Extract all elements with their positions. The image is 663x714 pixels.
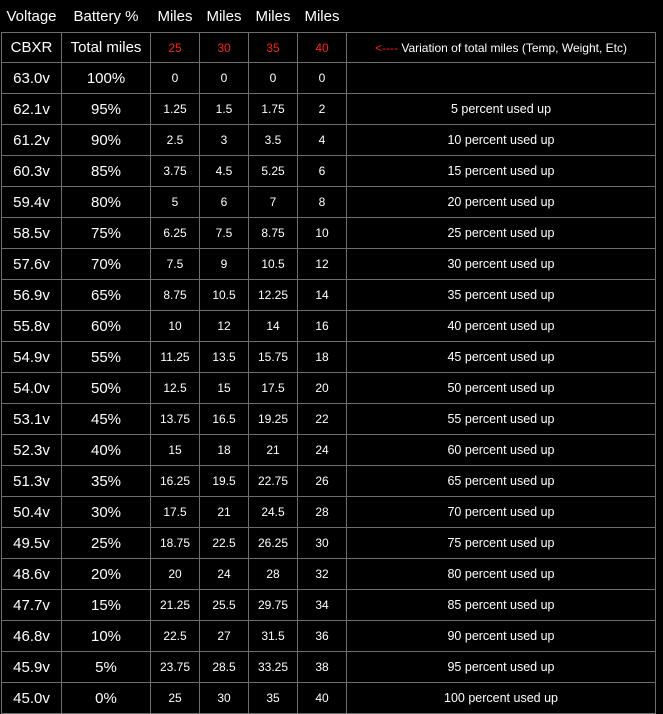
miles-30-cell: 15 (200, 373, 249, 404)
percent-used-cell: 20 percent used up (347, 187, 656, 218)
percent-used-cell: 35 percent used up (347, 280, 656, 311)
table-row (2, 528, 656, 559)
miles-35-cell: 1.75 (249, 94, 298, 125)
miles-25-cell: 22.5 (151, 621, 200, 652)
battery-percent-cell: 15% (62, 590, 151, 621)
miles-25-cell: 5 (151, 187, 200, 218)
total-miles-label: Total miles (62, 33, 151, 63)
battery-percent-cell: 85% (62, 156, 151, 187)
battery-percent-cell: 75% (62, 218, 151, 249)
miles-40-cell: 20 (298, 373, 347, 404)
miles-30-cell: 24 (200, 559, 249, 590)
miles-40-cell: 2 (298, 94, 347, 125)
percent-used-cell: 85 percent used up (347, 590, 656, 621)
miles-30-cell: 21 (200, 497, 249, 528)
miles-25-cell: 2.5 (151, 125, 200, 156)
miles-25-cell: 11.25 (151, 342, 200, 373)
battery-percent-cell: 25% (62, 528, 151, 559)
miles-25-cell: 16.25 (151, 466, 200, 497)
voltage-cell: 61.2v (2, 125, 62, 156)
miles-30-cell: 28.5 (200, 652, 249, 683)
miles-25-cell: 6.25 (151, 218, 200, 249)
miles-25-cell: 8.75 (151, 280, 200, 311)
miles-40-cell: 24 (298, 435, 347, 466)
miles-30-cell: 9 (200, 249, 249, 280)
table-row (2, 404, 656, 435)
miles-30-cell: 18 (200, 435, 249, 466)
battery-percent-cell: 50% (62, 373, 151, 404)
miles-25-cell: 25 (151, 683, 200, 714)
miles-35-cell: 10.5 (249, 249, 298, 280)
battery-percent-cell: 60% (62, 311, 151, 342)
battery-percent-cell: 70% (62, 249, 151, 280)
table-row (2, 652, 656, 683)
voltage-cell: 62.1v (2, 94, 62, 125)
miles-40-cell: 22 (298, 404, 347, 435)
battery-percent-cell: 80% (62, 187, 151, 218)
miles-40-cell: 0 (298, 63, 347, 94)
miles-40-cell: 30 (298, 528, 347, 559)
percent-used-cell: 30 percent used up (347, 249, 656, 280)
miles-40-cell: 4 (298, 125, 347, 156)
miles-35-cell: 33.25 (249, 652, 298, 683)
battery-percent-cell: 10% (62, 621, 151, 652)
table-row (2, 621, 656, 652)
percent-used-cell (347, 63, 656, 94)
battery-percent-cell: 55% (62, 342, 151, 373)
miles-35-cell: 8.75 (249, 218, 298, 249)
miles-30-cell: 12 (200, 311, 249, 342)
miles-35-cell: 14 (249, 311, 298, 342)
miles-40-cell: 18 (298, 342, 347, 373)
battery-range-table (1, 0, 656, 714)
miles-40-cell: 12 (298, 249, 347, 280)
voltage-cell: 54.0v (2, 373, 62, 404)
miles-25-cell: 23.75 (151, 652, 200, 683)
battery-percent-cell: 20% (62, 559, 151, 590)
percent-used-cell: 70 percent used up (347, 497, 656, 528)
miles-30-cell: 4.5 (200, 156, 249, 187)
table-row (2, 94, 656, 125)
header-voltage: Voltage (6, 7, 57, 25)
header-row (2, 0, 656, 33)
miles-35-cell: 29.75 (249, 590, 298, 621)
miles-35-cell: 31.5 (249, 621, 298, 652)
table-row (2, 683, 656, 714)
battery-percent-cell: 40% (62, 435, 151, 466)
table-row (2, 249, 656, 280)
miles-30-cell: 16.5 (200, 404, 249, 435)
miles-30-cell: 30 (200, 683, 249, 714)
table-row (2, 466, 656, 497)
miles-25-cell: 21.25 (151, 590, 200, 621)
battery-percent-cell: 90% (62, 125, 151, 156)
battery-percent-cell: 35% (62, 466, 151, 497)
battery-percent-cell: 30% (62, 497, 151, 528)
table-row (2, 497, 656, 528)
miles-25-cell: 20 (151, 559, 200, 590)
miles-35-cell: 22.75 (249, 466, 298, 497)
voltage-cell: 47.7v (2, 590, 62, 621)
miles-25-cell: 17.5 (151, 497, 200, 528)
miles-40-cell: 38 (298, 652, 347, 683)
header-miles-1: Miles (157, 7, 193, 25)
miles-40-cell: 28 (298, 497, 347, 528)
header-battery: Battery % (73, 7, 139, 25)
percent-used-cell: 80 percent used up (347, 559, 656, 590)
battery-percent-cell: 100% (62, 63, 151, 94)
miles-40-cell: 32 (298, 559, 347, 590)
percent-used-cell: 40 percent used up (347, 311, 656, 342)
miles-40-cell: 26 (298, 466, 347, 497)
miles-30-cell: 13.5 (200, 342, 249, 373)
voltage-cell: 51.3v (2, 466, 62, 497)
miles-25-cell: 18.75 (151, 528, 200, 559)
miles-40-cell: 36 (298, 621, 347, 652)
table-row (2, 590, 656, 621)
variation-40: 40 (298, 33, 347, 63)
miles-25-cell: 1.25 (151, 94, 200, 125)
voltage-cell: 58.5v (2, 218, 62, 249)
miles-25-cell: 7.5 (151, 249, 200, 280)
miles-40-cell: 8 (298, 187, 347, 218)
miles-30-cell: 22.5 (200, 528, 249, 559)
percent-used-cell: 15 percent used up (347, 156, 656, 187)
voltage-cell: 63.0v (2, 63, 62, 94)
header-miles-2: Miles (206, 7, 242, 25)
voltage-cell: 52.3v (2, 435, 62, 466)
voltage-cell: 59.4v (2, 187, 62, 218)
voltage-cell: 45.9v (2, 652, 62, 683)
voltage-cell: 57.6v (2, 249, 62, 280)
miles-30-cell: 10.5 (200, 280, 249, 311)
miles-35-cell: 7 (249, 187, 298, 218)
variation-35: 35 (249, 33, 298, 63)
percent-used-cell: 90 percent used up (347, 621, 656, 652)
table-row (2, 373, 656, 404)
miles-25-cell: 13.75 (151, 404, 200, 435)
voltage-cell: 53.1v (2, 404, 62, 435)
battery-percent-cell: 65% (62, 280, 151, 311)
variation-30: 30 (200, 33, 249, 63)
miles-25-cell: 10 (151, 311, 200, 342)
header-miles-3: Miles (255, 7, 291, 25)
miles-25-cell: 3.75 (151, 156, 200, 187)
table-row (2, 63, 656, 94)
subheader-row (2, 33, 656, 63)
miles-35-cell: 19.25 (249, 404, 298, 435)
miles-35-cell: 15.75 (249, 342, 298, 373)
miles-30-cell: 7.5 (200, 218, 249, 249)
percent-used-cell: 50 percent used up (347, 373, 656, 404)
miles-35-cell: 17.5 (249, 373, 298, 404)
miles-35-cell: 28 (249, 559, 298, 590)
miles-35-cell: 0 (249, 63, 298, 94)
miles-35-cell: 3.5 (249, 125, 298, 156)
miles-30-cell: 27 (200, 621, 249, 652)
voltage-cell: 50.4v (2, 497, 62, 528)
percent-used-cell: 45 percent used up (347, 342, 656, 373)
table-row (2, 280, 656, 311)
table-row (2, 187, 656, 218)
percent-used-cell: 100 percent used up (347, 683, 656, 714)
voltage-cell: 56.9v (2, 280, 62, 311)
miles-35-cell: 26.25 (249, 528, 298, 559)
percent-used-cell: 65 percent used up (347, 466, 656, 497)
miles-25-cell: 12.5 (151, 373, 200, 404)
table-row (2, 342, 656, 373)
miles-30-cell: 0 (200, 63, 249, 94)
miles-30-cell: 6 (200, 187, 249, 218)
percent-used-cell: 55 percent used up (347, 404, 656, 435)
miles-40-cell: 34 (298, 590, 347, 621)
model-label: CBXR (2, 33, 62, 63)
battery-percent-cell: 0% (62, 683, 151, 714)
percent-used-cell: 75 percent used up (347, 528, 656, 559)
voltage-cell: 46.8v (2, 621, 62, 652)
miles-30-cell: 25.5 (200, 590, 249, 621)
miles-40-cell: 40 (298, 683, 347, 714)
table-row (2, 435, 656, 466)
percent-used-cell: 5 percent used up (347, 94, 656, 125)
miles-30-cell: 19.5 (200, 466, 249, 497)
battery-percent-cell: 95% (62, 94, 151, 125)
table-row (2, 125, 656, 156)
miles-35-cell: 5.25 (249, 156, 298, 187)
percent-used-cell: 60 percent used up (347, 435, 656, 466)
miles-25-cell: 15 (151, 435, 200, 466)
percent-used-cell: 25 percent used up (347, 218, 656, 249)
variation-25: 25 (151, 33, 200, 63)
battery-percent-cell: 45% (62, 404, 151, 435)
miles-40-cell: 14 (298, 280, 347, 311)
header-empty (347, 0, 656, 33)
voltage-cell: 60.3v (2, 156, 62, 187)
miles-35-cell: 24.5 (249, 497, 298, 528)
percent-used-cell: 10 percent used up (347, 125, 656, 156)
voltage-cell: 45.0v (2, 683, 62, 714)
miles-40-cell: 10 (298, 218, 347, 249)
table-row (2, 311, 656, 342)
battery-percent-cell: 5% (62, 652, 151, 683)
miles-30-cell: 3 (200, 125, 249, 156)
table-row (2, 218, 656, 249)
arrow-left-icon: <---- (375, 40, 398, 55)
table-row (2, 559, 656, 590)
miles-25-cell: 0 (151, 63, 200, 94)
miles-35-cell: 21 (249, 435, 298, 466)
voltage-cell: 54.9v (2, 342, 62, 373)
miles-35-cell: 12.25 (249, 280, 298, 311)
percent-used-cell: 95 percent used up (347, 652, 656, 683)
voltage-cell: 49.5v (2, 528, 62, 559)
voltage-cell: 55.8v (2, 311, 62, 342)
miles-35-cell: 35 (249, 683, 298, 714)
header-miles-4: Miles (304, 7, 340, 25)
voltage-cell: 48.6v (2, 559, 62, 590)
miles-40-cell: 6 (298, 156, 347, 187)
variation-note (347, 33, 656, 63)
variation-note-text: Variation of total miles (Temp, Weight, Etc) (398, 40, 627, 55)
miles-30-cell: 1.5 (200, 94, 249, 125)
miles-40-cell: 16 (298, 311, 347, 342)
table-row (2, 156, 656, 187)
